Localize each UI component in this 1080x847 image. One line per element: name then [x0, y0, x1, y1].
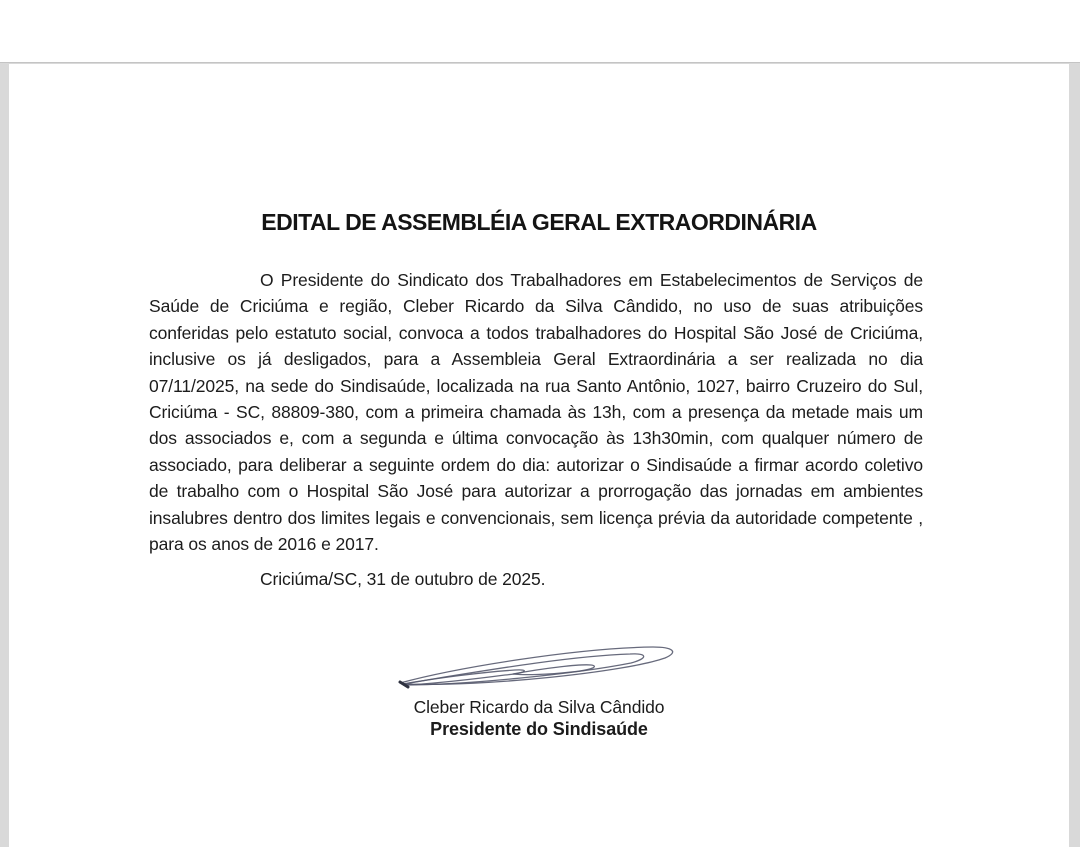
document-title: EDITAL DE ASSEMBLÉIA GERAL EXTRAORDINÁRIA	[261, 209, 817, 236]
paragraph-line: de trabalho com o Hospital São José para autorizar a prorrogação das jornadas em ambientes	[149, 481, 923, 502]
paragraph-line: 07/11/2025, na sede do Sindisaúde, localizada na rua Santo Antônio, 1027, bairro Cruzeiro do Sul,	[149, 375, 923, 396]
paragraph-line: insalubres dentro dos limites legais e convencionais, sem licença prévia da autoridade competente ,	[149, 507, 923, 528]
paragraph-line: conferidas pelo estatuto social, convoca a todos trabalhadores do Hospital São José de Criciúma,	[149, 322, 923, 343]
signature-block	[9, 696, 1069, 740]
paragraph-line: inclusive os já desligados, para a Assembleia Geral Extraordinária a ser realizada no dia	[149, 349, 923, 370]
document-page	[9, 64, 1069, 847]
paragraph-line: dos associados e, com a segunda e última convocação às 13h30min, com qualquer número de	[149, 428, 923, 449]
paragraph-line: para os anos de 2016 e 2017.	[149, 534, 379, 555]
handwritten-signature-scribble	[395, 644, 680, 694]
paragraph-line: associado, para deliberar a seguinte ordem do dia: autorizar o Sindisaúde a firmar acordo coletivo	[149, 454, 923, 475]
document-body-paragraph	[149, 267, 923, 557]
paragraph-line: Criciúma - SC, 88809-380, com a primeira chamada às 13h, com a presença da metade mais um	[149, 402, 923, 423]
paragraph-line: O Presidente do Sindicato dos Trabalhadores em Estabelecimentos de Serviços de	[260, 270, 923, 290]
signatory-role: Presidente do Sindisaúde	[430, 719, 648, 739]
paragraph-line: Saúde de Criciúma e região, Cleber Ricardo da Silva Cândido, no uso de suas atribuições	[149, 296, 923, 317]
signatory-name: Cleber Ricardo da Silva Cândido	[413, 697, 665, 717]
date-place-line: Criciúma/SC, 31 de outubro de 2025.	[260, 569, 546, 589]
